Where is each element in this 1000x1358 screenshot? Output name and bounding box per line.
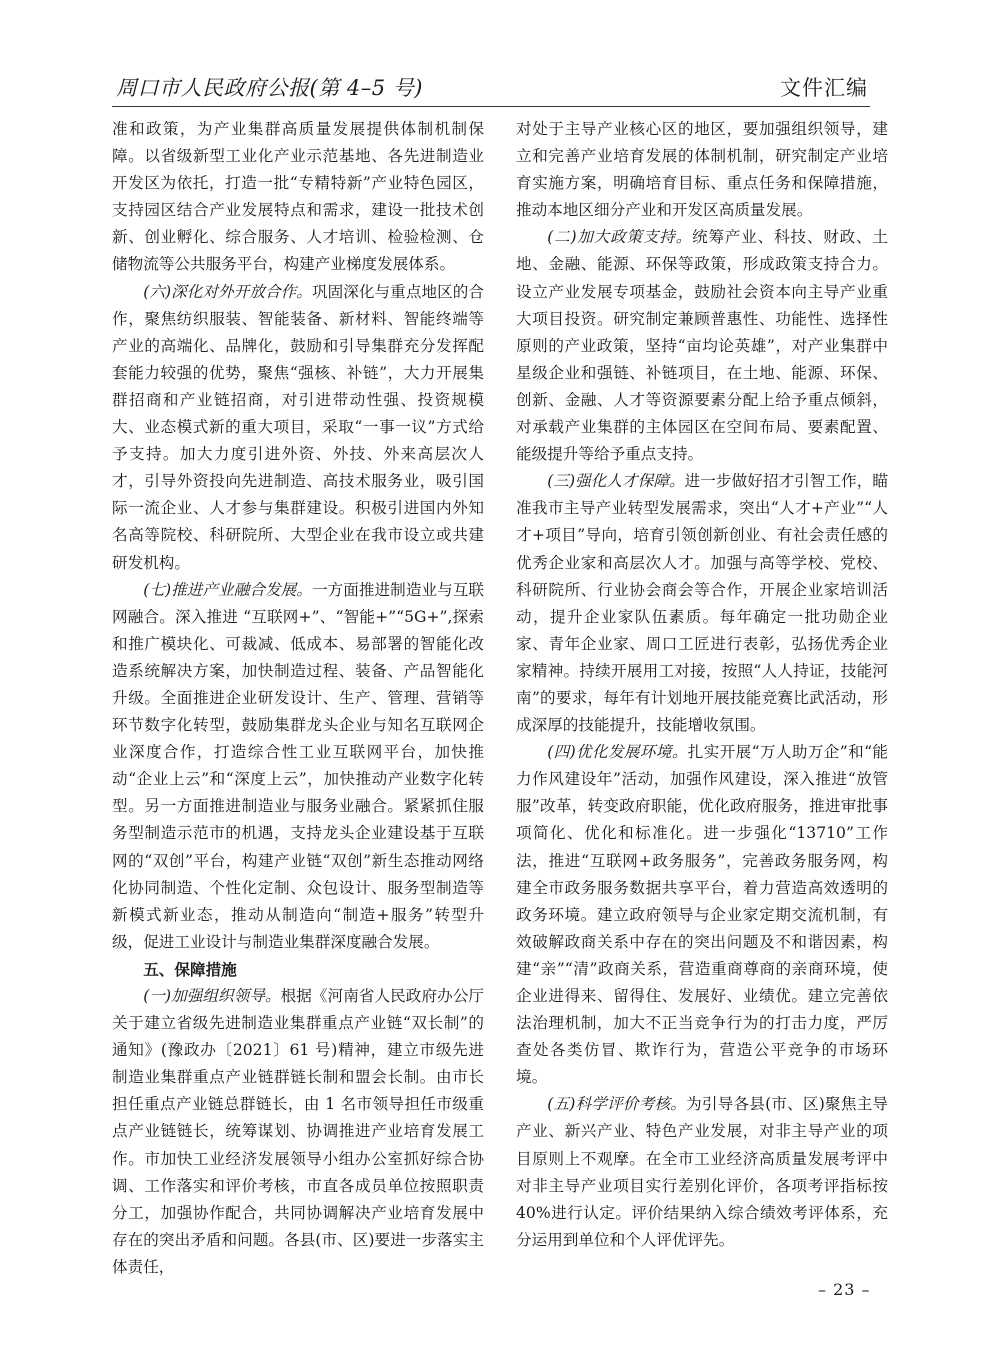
paragraph-text: 根据《河南省人民政府办公厅关于建立省级先进制造业集群重点产业链“双长制”的通知》(豫政办〔2021〕61 号)精神，建立市级先进制造业集群重点产业链群链长制和盟会长制。由市长担任重点产业链总群链长，由 1 名市领导担任市级重点产业链链长，统筹谋划、协调推进产业培育发展工作。市加快工业经济发展领导小组办公室抓好综合协调、工作落实和评价考核，市直各成员单位按照职责分工，加强协作配合，共同协调解决产业培育发展中存在的突出矛盾和问题。各县(市、区)要进一步落实主体责任， [112, 987, 484, 1276]
left-column [112, 116, 484, 1281]
paragraph-text: 统筹产业、科技、财政、土地、金融、能源、环保等政策，形成政策支持合力。设立产业发展专项基金，鼓励社会资本向主导产业重大项目投资。研究制定兼顾普惠性、功能性、选择性原则的产业政策，坚持“亩均论英雄”，对产业集群中星级企业和强链、补链项目，在土地、能源、环保、创新、金融、人才等资源要素分配上给予重点倾斜，对承载产业集群的主体园区在空间布局、要素配置、能级提升等给予重点支持。 [516, 228, 888, 464]
paragraph [516, 468, 888, 739]
paragraph: 对处于主导产业核心区的地区，要加强组织领导，建立和完善产业培育发展的体制机制，研究制定产业培育实施方案，明确培育目标、重点任务和保障措施，推动本地区细分产业和开发区高质量发展。 [516, 120, 888, 220]
paragraph: 准和政策，为产业集群高质量发展提供体制机制保障。以省级新型工业化产业示范基地、各先进制造业开发区为依托，打造一批“专精特新”产业特色园区，支持园区结合产业发展特点和需求，建设一批技术创新、创业孵化、综合服务、人才培训、检验检测、仓储物流等公共服务平台，构建产业梯度发展体系。 [112, 120, 484, 274]
paragraph-keyword: (二)加大政策支持。 [547, 228, 693, 247]
paragraph-text: 扎实开展“万人助万企”和“能力作风建设年”活动，加强作风建设，深入推进“放管服”改革，转变政府职能，优化政府服务，推进审批事项简化、优化和标准化。进一步强化“13710”工作法，推进“互联网+政务服务”，完善政务服务网，构建全市政务服务数据共享平台，着力营造高效透明的政务环境。建立政府领导与企业家定期交流机制，有效破解政商关系中存在的突出问题及不和谐因素，构建“亲”“清”政商关系，营造重商尊商的亲商环境，使企业进得来、留得住、发展好、业绩优。建立完善依法治理机制，加大不正当竞争行为的打击力度，严厉查处各类仿冒、欺诈行为，营造公平竞争的市场环境。 [516, 743, 888, 1087]
paragraph-keyword: (六)深化对外开放合作。 [143, 282, 312, 301]
paragraph-keyword: (五)科学评价考核。 [547, 1095, 687, 1114]
paragraph [516, 739, 888, 1091]
paragraph [112, 279, 484, 577]
publication-title: 周口市人民政府公报(第 4–5 号) [116, 76, 423, 100]
paragraph [112, 577, 484, 956]
right-column [516, 116, 888, 1254]
paragraph-keyword: (三)强化人才保障。 [547, 472, 685, 491]
paragraph-keyword: (七)推进产业融合发展。 [143, 580, 312, 599]
paragraph-text: 进一步做好招才引智工作，瞄准我市主导产业转型发展需求，突出“人才+产业”“人才+项目”导向，培育引领创新创业、有社会责任感的优秀企业家和高层次人才。加强与高等学校、党校、科研院所、行业协会商会等合作，开展企业家培训活动，提升企业家队伍素质。每年确定一批功勋企业家、青年企业家、周口工匠进行表彰，弘扬优秀企业家精神。持续开展用工对接，按照“人人持证，技能河南”的要求，每年有计划地开展技能竞赛比武活动，形成深厚的技能提升，技能增收氛围。 [516, 472, 888, 735]
paragraph [516, 224, 888, 468]
page-header [112, 70, 870, 107]
paragraph-keyword: (四)优化发展环境。 [547, 743, 688, 762]
paragraph-text: 巩固深化与重点地区的合作，聚焦纺织服装、智能装备、新材料、智能终端等产业的高端化、品牌化，鼓励和引导集群充分发挥配套能力较强的优势，聚焦“强核、补链”，大力开展集群招商和产业链招商，对引进带动性强、投资规模大、业态模式新的重大项目，采取“一事一议”方式给予支持。加大力度引进外资、外技、外来高层次人才，引导外资投向先进制造、高技术服务业，吸引国际一流企业、人才参与集群建设。积极引进国内外知名高等院校、科研院所、大型企业在我市设立或共建研发机构。 [112, 282, 484, 572]
paragraph-text: 为引导各县(市、区)聚焦主导产业、新兴产业、特色产业发展，对非主导产业的项目原则上不观摩。在全市工业经济高质量发展考评中对非主导产业项目实行差别化评价，各项考评指标按 40%进行认定。评价结果纳入综合绩效考评体系，充分运用到单位和个人评优评先。 [516, 1095, 888, 1249]
paragraph-keyword: (一)加强组织领导。 [143, 987, 281, 1005]
paragraph [112, 983, 484, 1281]
section-heading: 五、保障措施 [143, 959, 237, 979]
section-title: 文件汇编 [780, 76, 868, 100]
page-number: – 23 – [818, 1280, 871, 1299]
paragraph-text: 一方面推进制造业与互联网融合。深入推进 “互联网+”、“智能+”“5G+”,探索和推广模块化、可裁减、低成本、易部署的智能化改造系统解决方案，加快制造过程、装备、产品智能化升级。全面推进企业研发设计、生产、管理、营销等环节数字化转型，鼓励集群龙头企业与知名互联网企业深度合作，打造综合性工业互联网平台，加快推动“企业上云”和“深度上云”，加快推动产业数字化转型。另一方面推进制造业与服务业融合。紧紧抓住服务型制造示范市的机遇，支持龙头企业建设基于互联网的“双创”平台，构建产业链“双创”新生态推动网络化协同制造、个性化定制、众包设计、服务型制造等新模式新业态，推动从制造向“制造+服务”转型升级，促进工业设计与制造业集群深度融合发展。 [112, 580, 484, 951]
paragraph [516, 1091, 888, 1254]
